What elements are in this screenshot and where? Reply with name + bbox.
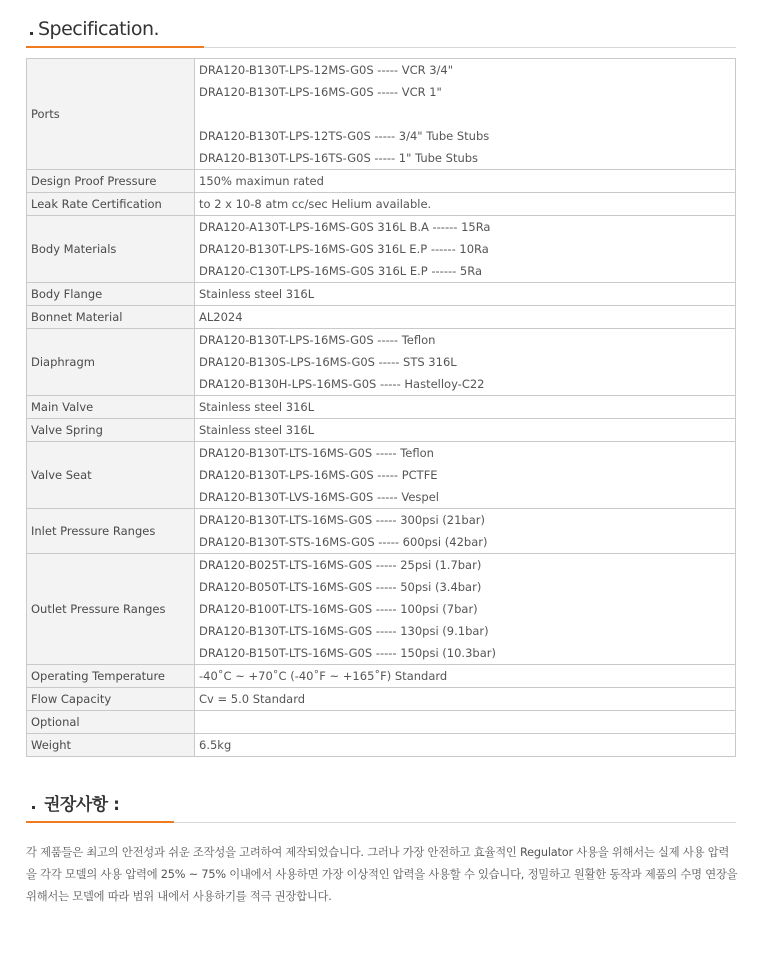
spec-value-line: DRA120-B130T-STS-16MS-G0S ----- 600psi (42bar) — [199, 535, 488, 549]
bullet-icon — [30, 32, 33, 35]
spec-value-line: 6.5kg — [199, 738, 232, 752]
spec-label: Bonnet Material — [27, 306, 195, 329]
spec-value-line: DRA120-B130T-LTS-16MS-G0S ----- 130psi (9.1bar) — [199, 624, 489, 638]
spec-value-line: DRA120-B130T-LPS-12MS-G0S ----- VCR 3/4" — [199, 63, 454, 77]
spec-value — [195, 396, 736, 419]
table-row — [27, 554, 736, 665]
spec-value-line: DRA120-B130T-LVS-16MS-G0S ----- Vespel — [199, 490, 439, 504]
spec-value — [195, 554, 736, 665]
table-row — [27, 711, 736, 734]
spec-value — [195, 170, 736, 193]
spec-value-line: Cv = 5.0 Standard — [199, 692, 306, 706]
spec-value — [195, 442, 736, 509]
spec-value-line: DRA120-B050T-LTS-16MS-G0S ----- 50psi (3.4bar) — [199, 580, 482, 594]
spec-value-line: DRA120-C130T-LPS-16MS-G0S 316L E.P ------ 5Ra — [199, 264, 483, 278]
table-row — [27, 306, 736, 329]
table-row — [27, 216, 736, 283]
spec-value — [195, 329, 736, 396]
spec-value-line: DRA120-B130S-LPS-16MS-G0S ----- STS 316L — [199, 355, 457, 369]
spec-label: Valve Spring — [27, 419, 195, 442]
spec-label: Operating Temperature — [27, 665, 195, 688]
spec-label: Valve Seat — [27, 442, 195, 509]
spec-label: Diaphragm — [27, 329, 195, 396]
spec-value-line: DRA120-B130T-LTS-16MS-G0S ----- 300psi (21bar) — [199, 513, 485, 527]
spec-value-line: AL2024 — [199, 310, 243, 324]
spec-value-line: Stainless steel 316L — [199, 423, 315, 437]
recommend-title — [26, 790, 174, 823]
spec-value-line: DRA120-B025T-LTS-16MS-G0S ----- 25psi (1.7bar) — [199, 558, 482, 572]
spec-label: Weight — [27, 734, 195, 757]
spec-value — [195, 509, 736, 554]
spec-value-line: 150% maximun rated — [199, 174, 324, 188]
spec-label: Design Proof Pressure — [27, 170, 195, 193]
spec-label: Flow Capacity — [27, 688, 195, 711]
table-row — [27, 59, 736, 170]
table-row — [27, 442, 736, 509]
spec-value-line: DRA120-B130T-LPS-16MS-G0S ----- VCR 1" — [199, 85, 442, 99]
recommend-paragraph: 각 제품들은 최고의 안전성과 쉬운 조작성을 고려하여 제작되었습니다. 그러나 가장 안전하고 효율적인 Regulator 사용을 위해서는 실제 사용 압력을 각각 모델의 사용 압력에 25% ~ 75% 이내에서 사용하면 가장 이상적인 압력을 사용할 수 있습니다, 정밀하고 원활한 동작과 제품의 수명 연장을 위해서는 모델에 따라 범위 내에서 사용하기를 적극 권장합니다. — [26, 846, 738, 903]
spec-section-header — [26, 18, 736, 48]
table-row — [27, 283, 736, 306]
spec-label: Outlet Pressure Ranges — [27, 554, 195, 665]
table-row — [27, 193, 736, 216]
spec-value — [195, 665, 736, 688]
table-row — [27, 396, 736, 419]
spec-value — [195, 283, 736, 306]
spec-value-line: DRA120-B100T-LTS-16MS-G0S ----- 100psi (7bar) — [199, 602, 478, 616]
spec-title — [26, 18, 204, 48]
spec-value — [195, 306, 736, 329]
table-row — [27, 170, 736, 193]
recommend-title-text: 권장사항 : — [44, 795, 120, 815]
spec-value-line: DRA120-B130H-LPS-16MS-G0S ----- Hastelloy-C22 — [199, 377, 485, 391]
spec-value — [195, 688, 736, 711]
spec-value-line: DRA120-B130T-LPS-16MS-G0S ----- PCTFE — [199, 468, 438, 482]
spec-label: Leak Rate Certification — [27, 193, 195, 216]
spec-value — [195, 711, 736, 734]
spec-value-line: DRA120-B130T-LPS-16TS-G0S ----- 1" Tube Stubs — [199, 151, 479, 165]
spec-value-line — [199, 711, 731, 733]
spec-value-line: DRA120-B130T-LPS-16MS-G0S ----- Teflon — [199, 333, 436, 347]
table-row — [27, 419, 736, 442]
spec-value-line: DRA120-B130T-LTS-16MS-G0S ----- Teflon — [199, 446, 434, 460]
spec-label: Main Valve — [27, 396, 195, 419]
spec-value-line — [199, 103, 731, 125]
spec-label: Optional — [27, 711, 195, 734]
spec-label: Body Flange — [27, 283, 195, 306]
spec-value-line: DRA120-B130T-LPS-12TS-G0S ----- 3/4" Tube Stubs — [199, 129, 490, 143]
spec-value-line: Stainless steel 316L — [199, 287, 315, 301]
spec-value-line: -40˚C ~ +70˚C (-40˚F ~ +165˚F) Standard — [199, 669, 448, 683]
spec-value-line: DRA120-A130T-LPS-16MS-G0S 316L B.A ------ 15Ra — [199, 220, 491, 234]
bullet-icon — [32, 806, 35, 809]
spec-label: Body Materials — [27, 216, 195, 283]
spec-value — [195, 734, 736, 757]
spec-value-line: to 2 x 10-8 atm cc/sec Helium available. — [199, 197, 432, 211]
table-row — [27, 665, 736, 688]
spec-label: Inlet Pressure Ranges — [27, 509, 195, 554]
spec-title-text: Specification. — [38, 18, 160, 40]
spec-value — [195, 59, 736, 170]
table-row — [27, 329, 736, 396]
spec-value — [195, 193, 736, 216]
specification-table — [26, 58, 736, 757]
table-row — [27, 688, 736, 711]
recommend-section-header — [26, 790, 736, 823]
spec-value — [195, 216, 736, 283]
spec-value-line: DRA120-B130T-LPS-16MS-G0S 316L E.P ------ 10Ra — [199, 242, 489, 256]
spec-value-line: DRA120-B150T-LTS-16MS-G0S ----- 150psi (10.3bar) — [199, 646, 496, 660]
spec-label: Ports — [27, 59, 195, 170]
table-row — [27, 734, 736, 757]
spec-value — [195, 419, 736, 442]
spec-value-line: Stainless steel 316L — [199, 400, 315, 414]
table-row — [27, 509, 736, 554]
